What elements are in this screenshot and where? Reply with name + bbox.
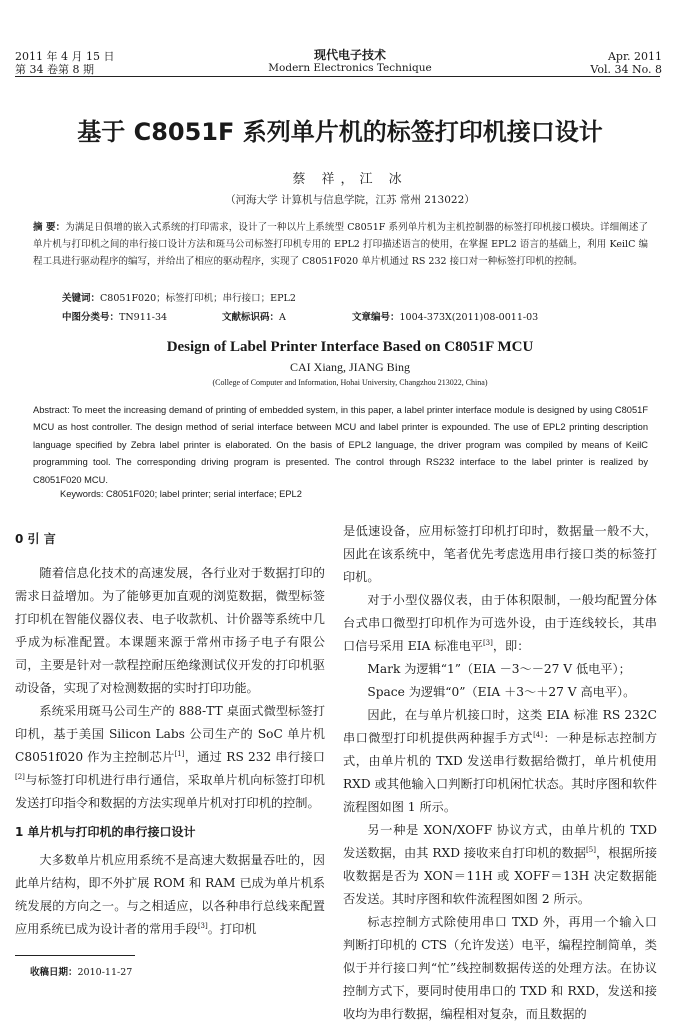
section-0-paragraph-1: 随着信息化技术的高速发展，各行业对于数据打印的需求日益增加。为了能够更加直观的浏览数据，微型标签打印机在智能仪器仪表、电子收款机、计价器等系统中几乎成为标准配置。本课题来源于常州市扬子电子有限公司，主要是针对一款程控耐压绝缘测试仪开发的打印机驱动设备，实现了对检测数据的实时打印功能。 <box>15 566 325 695</box>
article-number-value: 1004-373X(2011)08-0011-03 <box>399 312 539 323</box>
citation: [3] <box>197 921 208 930</box>
citation: [1] <box>174 749 185 758</box>
paragraph-text: 因此，在与单片机接口时，这类 EIA 标准 RS 232C 串口微型打印机提供两种握手方式 <box>343 708 657 745</box>
paragraph-text: 系统采用斑马公司生产的 888-TT 桌面式微型标签打印机，基于美国 Silicon Labs 公司生产的 SoC 单片机 C8051f020 作为主控制芯片 <box>15 704 325 764</box>
header-issue-cn: 第 34 卷第 8 期 <box>15 63 94 76</box>
paragraph-text: ，即： <box>492 639 530 653</box>
paragraph-text: 另一种是 XON/XOFF 协议方式，由单片机的 TXD 发送数据，由其 RXD 接收来自打印机的数据 <box>343 823 657 860</box>
body-left-column <box>15 522 325 941</box>
paper-title-en: Design of Label Printer Interface Based on C8051F MCU <box>166 339 534 355</box>
running-header-left <box>15 50 114 76</box>
running-header-center <box>240 48 460 75</box>
paragraph-text: 与标签打印机进行串行通信，采取单片机向标签打印机发送打印指令和数据的方法实现单片机对打印机的控制。 <box>15 773 325 810</box>
header-date-cn: 2011 年 4 月 15 日 <box>15 50 115 63</box>
article-number-label: 文章编号： <box>352 312 400 323</box>
citation: [3] <box>482 638 493 647</box>
journal-name-en: Modern Electronics Technique <box>268 62 432 74</box>
keywords-en <box>60 489 302 499</box>
body-right-column <box>343 520 657 1026</box>
document-code-value: A <box>279 312 286 323</box>
right-paragraph-4 <box>343 819 657 911</box>
keywords-cn <box>62 290 296 304</box>
document-code <box>222 309 286 323</box>
article-number <box>352 309 538 323</box>
header-issue-en: Vol. 34 No. 8 <box>590 63 662 76</box>
affiliation-cn: （河海大学 计算机与信息学院，江苏 常州 213022） <box>225 194 475 206</box>
abstract-cn <box>33 219 648 271</box>
citation: [2] <box>15 772 25 781</box>
header-date-en: Apr. 2011 <box>607 50 662 63</box>
affiliation-en: (College of Computer and Information, Hohai University, Changzhou 213022, China) <box>212 378 488 387</box>
right-paragraph-2 <box>343 589 657 658</box>
keywords-en-label: Keywords: <box>60 489 104 499</box>
citation: [4] <box>533 730 543 739</box>
abstract-en-text: To meet the increasing demand of printing of embedded system, in this paper, a label printer interface module is designed by using C8051F MCU as host controller. The design method of serial interface between MCU and label printer is expounded. The use of EPL2 printing description language specified by Zebra label printer is elaborated. On the basis of EPL2 language, the driver program was compiled by means of KeilC programming tool. The corresponding driving program is presented. The control through RS232 interface to the label printer is realized by C8051F020 MCU. <box>33 405 648 485</box>
mark-definition: Mark 为逻辑“1”（EIA －3～－27 V 低电平）； <box>367 662 631 676</box>
citation: [5] <box>586 845 596 854</box>
paragraph-text: 。打印机 <box>207 922 257 936</box>
section-1-paragraph-1 <box>15 849 325 941</box>
section-0-heading: 0 引 言 <box>15 532 56 546</box>
abstract-en-label: Abstract: <box>33 405 70 415</box>
paragraph-text: ，通过 RS 232 串行接口 <box>184 750 325 764</box>
classification-number <box>62 309 167 323</box>
abstract-en <box>33 402 648 489</box>
keywords-en-text: C8051F020; label printer; serial interface; EPL2 <box>106 489 302 499</box>
document-code-label: 文献标识码： <box>222 312 280 323</box>
received-label: 收稿日期： <box>30 967 78 978</box>
received-date: 2010-11-27 <box>77 967 133 978</box>
header-rule <box>15 76 660 77</box>
authors-cn: 蔡 祥，江 冰 <box>292 172 408 187</box>
abstract-cn-text: 为满足日俱增的嵌入式系统的打印需求，设计了一种以片上系统型 C8051F 系列单片机为主机控制器的标签打印机接口模块。详细阐述了单片机与打印机之间的串行接口设计方法和斑马公司标签打印机专用的 EPL2 打印描述语言的使用，在掌握 EPL2 语言的基础上，利用 KeilC 编程工具进行驱动程序的编写，并给出了相应的驱动程序，实现了 C8051F020 单片机通过 RS 232 接口对一种标签打印机的控制。 <box>33 222 648 268</box>
keywords-label: 关键词： <box>62 293 101 304</box>
keywords-cn-text: C8051F020；标签打印机；串行接口；EPL2 <box>100 293 296 304</box>
classification-value: TN911-34 <box>119 312 168 323</box>
footnote-rule <box>15 955 135 956</box>
paragraph-text: 大多数单片机应用系统不是高速大数据量吞吐的，因此单片结构，即不外扩展 ROM 和 RAM 已成为单片机系统发展的方向之一。与之相适应，以各种串行总线来配置应用系统已成为设计者的常用手段 <box>15 853 325 936</box>
journal-name-cn: 现代电子技术 <box>313 48 386 62</box>
authors-en: CAI Xiang, JIANG Bing <box>290 360 410 374</box>
right-paragraph-3 <box>343 704 657 819</box>
space-definition: Space 为逻辑“0”（EIA ＋3～＋27 V 高电平）。 <box>367 685 636 699</box>
paper-title-cn: 基于 C8051F 系列单片机的标签打印机接口设计 <box>77 118 603 146</box>
right-paragraph-1: 是低速设备，应用标签打印机打印时，数据量一般不大，因此在该系统中，笔者优先考虑选用串行接口类的标签打印机。 <box>343 524 657 584</box>
right-paragraph-5: 标志控制方式除使用串口 TXD 外，再用一个输入口判断打印机的 CTS（允许发送）电平，编程控制简单，类似于并行接口判“忙”线控制数据传送的处理方法。在协议控制方式下，要同时使用串口的 TXD 和 RXD，发送和接收均为串行数据，编程相对复杂，而且数据的 <box>343 915 657 1021</box>
section-1-heading: 1 单片机与打印机的串行接口设计 <box>15 825 196 839</box>
section-0-paragraph-2 <box>15 700 325 815</box>
paragraph-text: ，根据所接收数据是否为 XON＝11H 或 XOFF＝13H 决定数据能否发送。其时序图和软件流程图如图 2 所示。 <box>343 846 658 906</box>
paragraph-text: ：一种是标志控制方式，由单片机的 TXD 发送串行数据给微打，单片机使用 RXD 或其他输入口判断打印机闲忙状态。其时序图和软件流程图如图 1 所示。 <box>343 731 658 814</box>
received-date-footnote <box>30 964 132 978</box>
paragraph-text: 对于小型仪器仪表，由于体积限制，一般均配置分体台式串口微型打印机作为可选外设，由于连线较长，其串口信号采用 EIA 标准电平 <box>343 593 657 653</box>
classification-label: 中图分类号： <box>62 312 120 323</box>
abstract-label: 摘 要： <box>33 222 66 233</box>
running-header-right <box>590 50 662 76</box>
